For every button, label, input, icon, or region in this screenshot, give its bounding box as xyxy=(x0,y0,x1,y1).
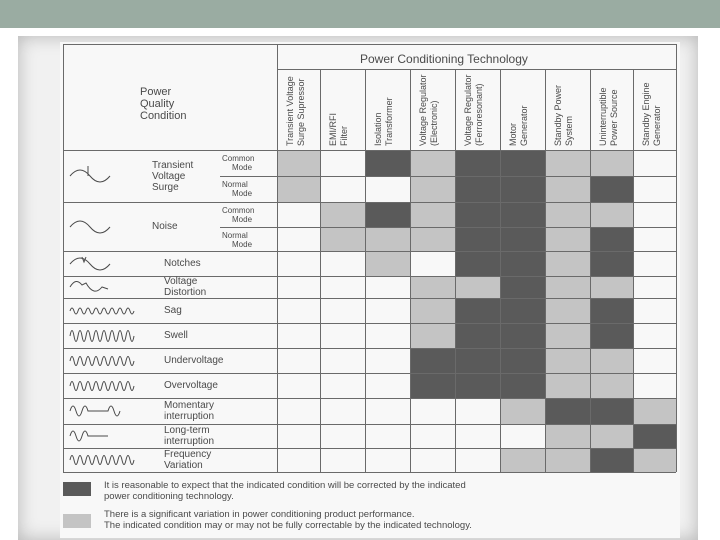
row-line-13 xyxy=(63,472,676,473)
grid-cell-r11-c7 xyxy=(591,425,633,448)
grid-cell-r7-c6 xyxy=(546,324,590,348)
mode-label-0-0-1: Mode xyxy=(232,163,253,172)
grid-cell-r1-c6 xyxy=(546,177,590,202)
column-header-6-1: System xyxy=(564,115,574,146)
grid-cell-r5-c6 xyxy=(546,277,590,298)
waveform-icon-4 xyxy=(68,299,148,323)
column-header-4-0: Voltage Regulator xyxy=(463,74,473,146)
grid-cell-r7-c7 xyxy=(591,324,633,348)
row-line-11 xyxy=(63,424,676,425)
mode-label-0-1-1: Mode xyxy=(232,189,253,198)
column-header-8-0: Standby Engine xyxy=(641,82,651,146)
grid-cell-r11-c6 xyxy=(546,425,590,448)
waveform-icon-3 xyxy=(68,275,148,299)
waveform-icon-7 xyxy=(68,374,148,398)
grid-cell-r2-c4 xyxy=(456,203,500,227)
column-header-5-1: Generator xyxy=(519,105,529,146)
grid-cell-r5-c5 xyxy=(501,277,545,298)
column-header-4-1: (Ferroresonant) xyxy=(474,83,484,146)
corner-label-1: Power xyxy=(140,86,172,98)
grid-cell-r5-c3 xyxy=(411,277,455,298)
grid-cell-r0-c4 xyxy=(456,151,500,176)
grid-cell-r7-c3 xyxy=(411,324,455,348)
grid-cell-r11-c8 xyxy=(634,425,676,448)
col-line-9 xyxy=(676,44,677,472)
condition-label-1-0: Noise xyxy=(152,221,178,232)
mode-label-1-1-0: Normal xyxy=(222,231,248,240)
grid-cell-r3-c6 xyxy=(546,228,590,251)
row-line-2 xyxy=(63,202,676,203)
legend-light-text-0: There is a significant variation in power conditioning product performance. xyxy=(104,509,415,520)
row-line-8 xyxy=(63,348,676,349)
grid-cell-r7-c4 xyxy=(456,324,500,348)
mode-label-1-0-0: Common xyxy=(222,206,255,215)
header-sub-line xyxy=(277,69,676,70)
mode-label-1-1-1: Mode xyxy=(232,240,253,249)
row-line-6 xyxy=(63,298,676,299)
waveform-icon-9 xyxy=(68,424,148,448)
grid-cell-r2-c7 xyxy=(591,203,633,227)
grid-cell-r12-c7 xyxy=(591,449,633,472)
mode-label-0-0-0: Common xyxy=(222,154,255,163)
row-line-3 xyxy=(220,227,676,228)
grid-cell-r8-c4 xyxy=(456,349,500,373)
condition-label-4-0: Sag xyxy=(164,305,182,316)
condition-label-3-0: Voltage xyxy=(164,276,198,287)
grid-cell-r2-c2 xyxy=(366,203,410,227)
col-line-7 xyxy=(590,69,591,472)
condition-label-6-0: Undervoltage xyxy=(164,355,224,366)
column-header-0-0: Transient Voltage xyxy=(285,76,295,146)
grid-cell-r1-c3 xyxy=(411,177,455,202)
grid-cell-r4-c7 xyxy=(591,252,633,276)
grid-cell-r1-c0 xyxy=(278,177,320,202)
waveform-icon-6 xyxy=(68,349,148,373)
column-header-1-1: Filter xyxy=(339,126,349,146)
grid-cell-r8-c6 xyxy=(546,349,590,373)
grid-cell-r0-c7 xyxy=(591,151,633,176)
legend-swatch-dark xyxy=(63,482,91,496)
grid-cell-r3-c7 xyxy=(591,228,633,251)
grid-cell-r2-c1 xyxy=(321,203,365,227)
waveform-icon-1 xyxy=(68,215,148,239)
col-line-3 xyxy=(410,69,411,472)
mode-label-1-0-1: Mode xyxy=(232,215,253,224)
grid-cell-r2-c5 xyxy=(501,203,545,227)
grid-cell-r3-c3 xyxy=(411,228,455,251)
condition-label-2-0: Notches xyxy=(164,258,201,269)
legend-dark-text-0: It is reasonable to expect that the indicated condition will be corrected by the indicated xyxy=(104,480,466,491)
grid-cell-r10-c7 xyxy=(591,399,633,424)
legend-dark-text-1: power conditioning technology. xyxy=(104,491,234,502)
corner-label-3: Condition xyxy=(140,110,187,122)
condition-label-10-0: Frequency xyxy=(164,449,212,460)
condition-label-9-0: Long-term xyxy=(164,425,210,436)
condition-label-0-1: Voltage xyxy=(152,170,186,182)
waveform-icon-8 xyxy=(68,399,148,423)
condition-label-10-1: Variation xyxy=(164,460,203,471)
grid-cell-r3-c1 xyxy=(321,228,365,251)
grid-cell-r6-c6 xyxy=(546,299,590,323)
grid-cell-r10-c8 xyxy=(634,399,676,424)
corner-label-2: Quality xyxy=(140,98,175,110)
condition-label-9-1: interruption xyxy=(164,436,215,447)
grid-cell-r6-c4 xyxy=(456,299,500,323)
col-line-2 xyxy=(365,69,366,472)
grid-cell-r6-c3 xyxy=(411,299,455,323)
grid-cell-r8-c3 xyxy=(411,349,455,373)
grid-cell-r12-c8 xyxy=(634,449,676,472)
grid-cell-r4-c5 xyxy=(501,252,545,276)
grid-cell-r10-c6 xyxy=(546,399,590,424)
grid-cell-r2-c3 xyxy=(411,203,455,227)
condition-label-8-1: interruption xyxy=(164,411,215,422)
legend-light-text-1: The indicated condition may or may not be fully correctable by the indicated technology. xyxy=(104,520,472,531)
row-line-12 xyxy=(63,448,676,449)
grid-cell-r3-c2 xyxy=(366,228,410,251)
grid-cell-r12-c6 xyxy=(546,449,590,472)
grid-cell-r9-c4 xyxy=(456,374,500,398)
grid-cell-r7-c5 xyxy=(501,324,545,348)
waveform-icon-0 xyxy=(68,164,148,188)
grid-cell-r5-c7 xyxy=(591,277,633,298)
grid-cell-r9-c3 xyxy=(411,374,455,398)
condition-label-8-0: Momentary xyxy=(164,400,215,411)
col-line-0 xyxy=(277,44,278,472)
row-line-1 xyxy=(220,176,676,177)
grid-cell-r2-c6 xyxy=(546,203,590,227)
row-line-4 xyxy=(63,251,676,252)
grid-cell-r9-c6 xyxy=(546,374,590,398)
waveform-icon-10 xyxy=(68,448,148,472)
row-line-10 xyxy=(63,398,676,399)
condition-label-5-0: Swell xyxy=(164,330,188,341)
grid-cell-r1-c7 xyxy=(591,177,633,202)
grid-cell-r1-c4 xyxy=(456,177,500,202)
grid-cell-r0-c2 xyxy=(366,151,410,176)
grid-cell-r4-c2 xyxy=(366,252,410,276)
legend-swatch-light xyxy=(63,514,91,528)
grid-cell-r8-c7 xyxy=(591,349,633,373)
column-header-8-1: Generator xyxy=(652,105,662,146)
column-header-0-1: Surge Supressor xyxy=(296,78,306,146)
left-border-line xyxy=(63,44,64,472)
column-header-3-1: (Electronic) xyxy=(429,100,439,146)
col-line-8 xyxy=(633,69,634,472)
grid-cell-r6-c5 xyxy=(501,299,545,323)
header-top-line xyxy=(63,44,676,45)
grid-cell-r0-c5 xyxy=(501,151,545,176)
column-header-7-0: Uninterruptible xyxy=(598,87,608,146)
grid-cell-r8-c5 xyxy=(501,349,545,373)
table-title: Power Conditioning Technology xyxy=(360,52,528,66)
col-line-6 xyxy=(545,69,546,472)
grid-cell-r0-c0 xyxy=(278,151,320,176)
condition-label-0-2: Surge xyxy=(152,181,179,193)
row-line-9 xyxy=(63,373,676,374)
column-header-7-1: Power Source xyxy=(609,89,619,146)
column-header-3-0: Voltage Regulator xyxy=(418,74,428,146)
column-header-5-0: Motor xyxy=(508,122,518,146)
row-line-0 xyxy=(63,150,676,151)
grid-cell-r6-c7 xyxy=(591,299,633,323)
column-header-1-0: EMI/RFI xyxy=(328,113,338,146)
grid-cell-r3-c5 xyxy=(501,228,545,251)
column-header-6-0: Standby Power xyxy=(553,84,563,146)
grid-cell-r0-c6 xyxy=(546,151,590,176)
column-header-2-1: Transformer xyxy=(384,97,394,146)
grid-cell-r4-c6 xyxy=(546,252,590,276)
col-line-4 xyxy=(455,69,456,472)
row-line-7 xyxy=(63,323,676,324)
grid-cell-r5-c4 xyxy=(456,277,500,298)
grid-cell-r12-c5 xyxy=(501,449,545,472)
grid-cell-r0-c3 xyxy=(411,151,455,176)
grid-cell-r9-c7 xyxy=(591,374,633,398)
col-line-1 xyxy=(320,69,321,472)
grid-cell-r1-c5 xyxy=(501,177,545,202)
waveform-icon-5 xyxy=(68,324,148,348)
waveform-icon-2 xyxy=(68,252,148,276)
column-header-2-0: Isolation xyxy=(373,112,383,146)
grid-cell-r10-c5 xyxy=(501,399,545,424)
condition-label-0-0: Transient xyxy=(152,159,194,171)
row-line-5 xyxy=(63,276,676,277)
col-line-5 xyxy=(500,69,501,472)
condition-label-3-1: Distortion xyxy=(164,287,207,298)
mode-label-0-1-0: Normal xyxy=(222,180,248,189)
condition-label-7-0: Overvoltage xyxy=(164,380,218,391)
grid-cell-r3-c4 xyxy=(456,228,500,251)
grid-cell-r4-c4 xyxy=(456,252,500,276)
grid-cell-r9-c5 xyxy=(501,374,545,398)
